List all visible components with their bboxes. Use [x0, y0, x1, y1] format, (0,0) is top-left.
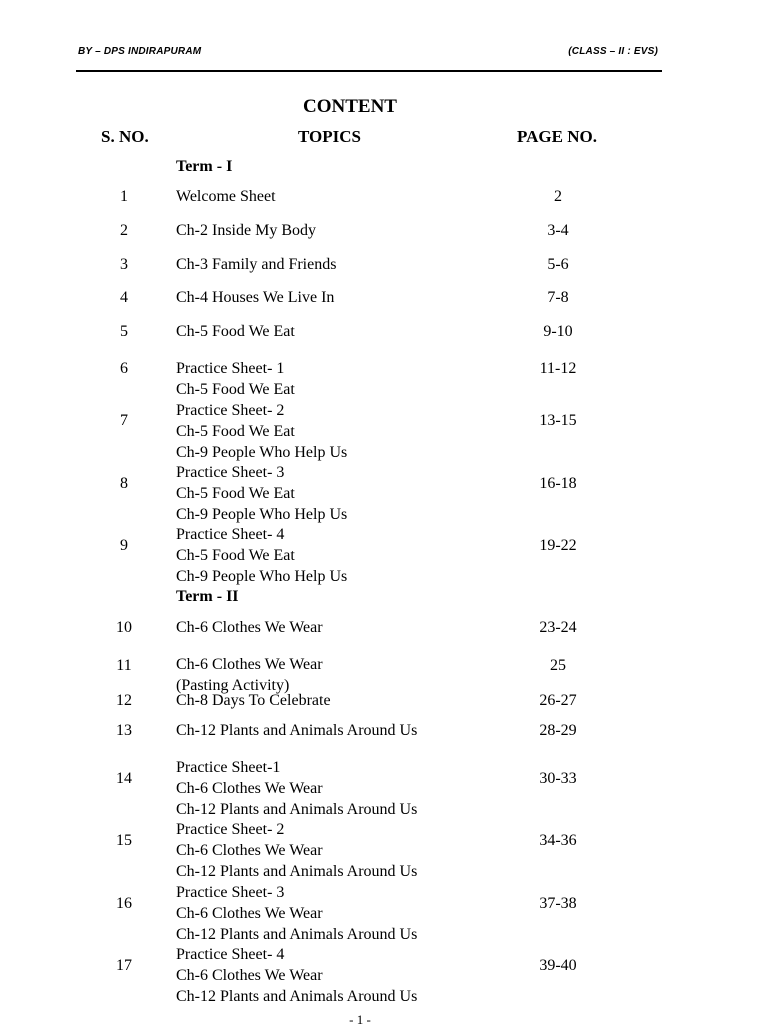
column-header-page: PAGE NO. — [517, 127, 597, 146]
row-topic — [176, 322, 295, 343]
topic-line: Practice Sheet-1 — [176, 759, 281, 776]
row-page-number: 34-36 — [539, 832, 577, 849]
topic-line: Ch-12 Plants and Animals Around Us — [176, 987, 418, 1005]
topic-line: Ch-6 Clothes We Wear — [176, 841, 323, 859]
topic-line: Ch-12 Plants and Animals Around Us — [176, 721, 418, 739]
row-page-number: 5-6 — [547, 256, 569, 273]
row-topic — [176, 945, 417, 1007]
topic-line: Ch-12 Plants and Animals Around Us — [176, 862, 418, 880]
topic-line: Ch-6 Clothes We Wear — [176, 656, 323, 673]
row-page-number: 23-24 — [539, 619, 577, 636]
topic-line: Ch-5 Food We Eat — [176, 484, 295, 502]
row-topic — [176, 883, 417, 945]
header-rule — [76, 70, 662, 72]
row-topic — [176, 721, 417, 742]
row-topic — [176, 288, 334, 309]
row-serial-number: 15 — [116, 832, 132, 849]
row-topic — [176, 463, 347, 525]
row-page-number: 3-4 — [547, 222, 569, 239]
row-serial-number: 7 — [120, 412, 128, 429]
topic-line: Ch-5 Food We Eat — [176, 322, 295, 340]
topic-line: Practice Sheet- 4 — [176, 946, 285, 963]
row-serial-number: 14 — [116, 770, 132, 787]
topic-line: Ch-3 Family and Friends — [176, 255, 337, 273]
topic-line: Ch-2 Inside My Body — [176, 221, 316, 239]
row-serial-number: 3 — [120, 256, 128, 273]
topic-line: Ch-9 People Who Help Us — [176, 505, 348, 523]
topic-line: Ch-4 Houses We Live In — [176, 288, 335, 306]
row-topic — [176, 255, 336, 276]
row-topic — [176, 359, 295, 401]
topic-line: Ch-9 People Who Help Us — [176, 567, 348, 585]
topic-line: Ch-6 Clothes We Wear — [176, 779, 323, 797]
topic-line: Ch-9 People Who Help Us — [176, 443, 348, 461]
row-serial-number: 11 — [116, 657, 132, 674]
header-school: BY – DPS INDIRAPURAM — [78, 46, 202, 57]
row-topic — [176, 691, 331, 712]
header-class: (CLASS – II : EVS) — [568, 46, 658, 57]
topic-line: Ch-5 Food We Eat — [176, 422, 295, 440]
topic-line: Practice Sheet- 3 — [176, 884, 285, 901]
row-page-number: 16-18 — [539, 475, 577, 492]
row-topic — [176, 758, 417, 820]
row-page-number: 11-12 — [539, 360, 577, 377]
row-serial-number: 12 — [116, 692, 132, 709]
topic-line: Practice Sheet- 3 — [176, 464, 285, 481]
row-topic — [176, 187, 276, 208]
topic-line: Welcome Sheet — [176, 187, 276, 205]
column-header-topics: TOPICS — [298, 127, 361, 146]
row-serial-number: 9 — [120, 537, 128, 554]
topic-line: Ch-12 Plants and Animals Around Us — [176, 800, 418, 818]
row-page-number: 30-33 — [539, 770, 577, 787]
row-page-number: 26-27 — [539, 692, 577, 709]
term-heading: Term - II — [176, 588, 239, 605]
topic-line: Practice Sheet- 2 — [176, 821, 285, 838]
term-heading: Term - I — [176, 158, 233, 175]
row-serial-number: 13 — [116, 722, 132, 739]
row-topic — [176, 525, 347, 587]
page-number: - 1 - — [349, 1012, 371, 1027]
topic-line: Ch-6 Clothes We Wear — [176, 618, 323, 636]
topic-line: Ch-5 Food We Eat — [176, 380, 295, 398]
row-serial-number: 1 — [120, 188, 128, 205]
row-serial-number: 5 — [120, 323, 128, 340]
row-page-number: 28-29 — [539, 722, 577, 739]
row-serial-number: 16 — [116, 895, 132, 912]
topic-line: Ch-5 Food We Eat — [176, 546, 295, 564]
page-title: CONTENT — [303, 96, 397, 117]
row-serial-number: 4 — [120, 289, 128, 306]
row-page-number: 39-40 — [539, 957, 577, 974]
topic-line: Practice Sheet- 2 — [176, 402, 285, 419]
topic-line: (Pasting Activity) — [176, 676, 290, 694]
column-header-sno: S. NO. — [101, 127, 149, 146]
row-topic — [176, 820, 417, 882]
row-page-number: 19-22 — [539, 537, 577, 554]
row-serial-number: 6 — [120, 360, 128, 377]
topic-line: Practice Sheet- 4 — [176, 526, 285, 543]
row-serial-number: 8 — [120, 475, 128, 492]
row-page-number: 7-8 — [547, 289, 569, 306]
row-page-number: 2 — [554, 188, 562, 205]
topic-line: Practice Sheet- 1 — [176, 360, 285, 377]
row-page-number: 37-38 — [539, 895, 577, 912]
topic-line: Ch-6 Clothes We Wear — [176, 966, 323, 984]
row-page-number: 25 — [550, 657, 566, 674]
row-topic — [176, 401, 347, 463]
topic-line: Ch-6 Clothes We Wear — [176, 904, 323, 922]
row-serial-number: 10 — [116, 619, 132, 636]
row-page-number: 9-10 — [543, 323, 573, 340]
topic-line: Ch-8 Days To Celebrate — [176, 691, 331, 709]
topic-line: Ch-12 Plants and Animals Around Us — [176, 925, 418, 943]
row-serial-number: 2 — [120, 222, 128, 239]
row-serial-number: 17 — [116, 957, 132, 974]
row-topic — [176, 221, 316, 242]
row-topic — [176, 618, 323, 639]
row-page-number: 13-15 — [539, 412, 577, 429]
